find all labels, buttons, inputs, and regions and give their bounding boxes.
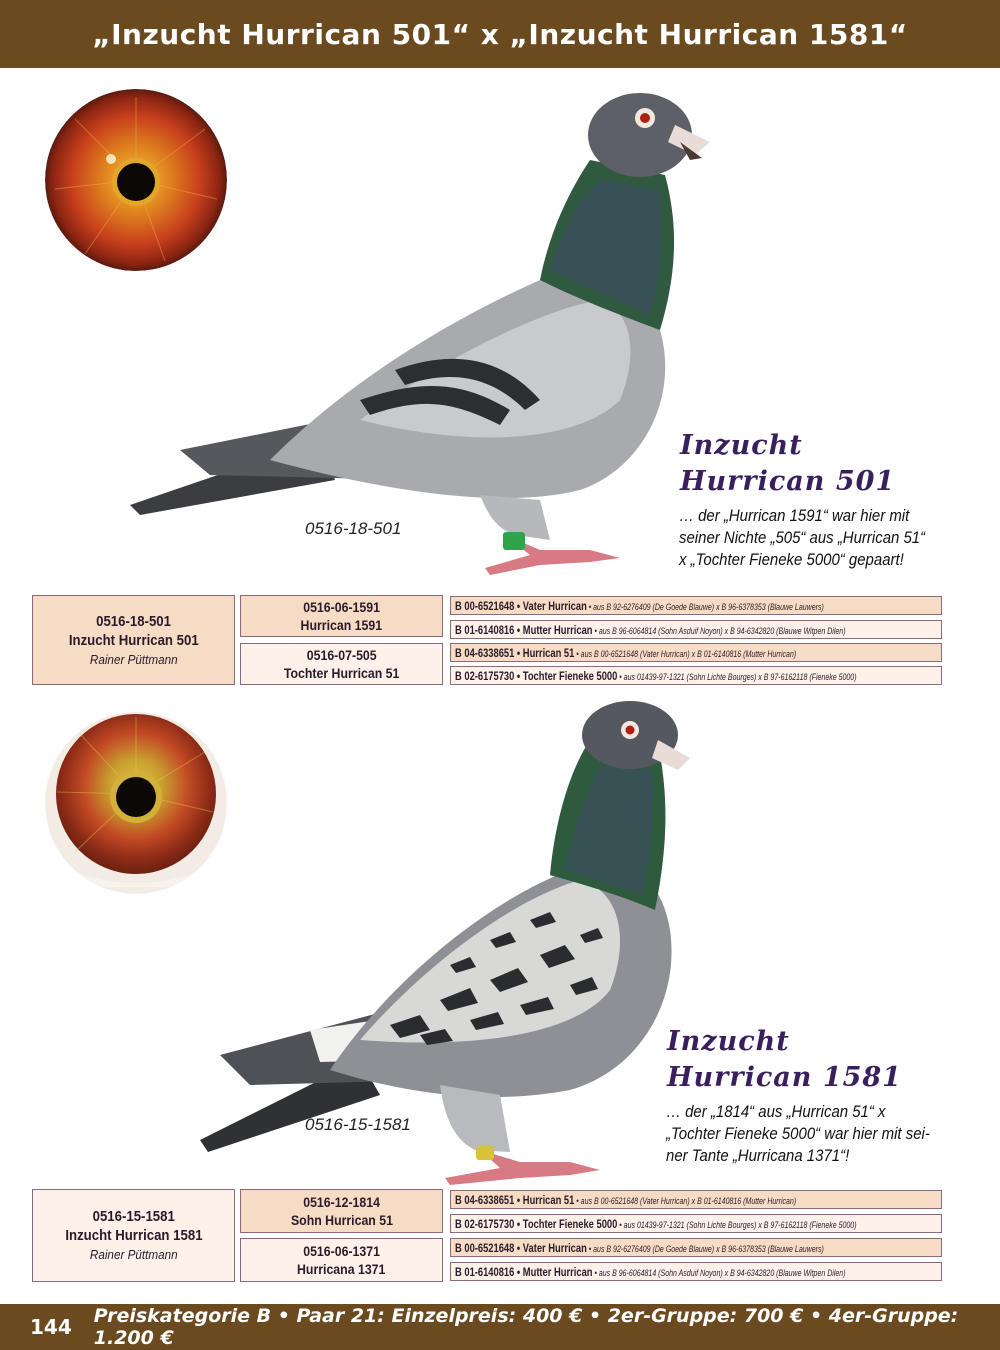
grandparent-detail: • aus 01439-97-1321 (Sohn Lichte Bourges) x B 97-6162118 (Fieneke 5000)	[617, 671, 857, 682]
grandparent-row	[450, 1214, 942, 1233]
grandparent-detail: • aus B 92-6276409 (De Goede Blauwe) x B 96-6378353 (Blauwe Lauwers)	[586, 1243, 824, 1254]
grandparent-main: B 04-6338651 • Hurrican 51	[455, 645, 575, 660]
grandparent-main: B 00-6521648 • Vater Hurrican	[455, 1240, 587, 1255]
grandparent-row	[450, 643, 942, 662]
father-name: Sohn Hurrican 51	[290, 1212, 393, 1228]
bird-description-1	[679, 505, 961, 571]
pedigree-owner: Rainer Püttmann	[89, 651, 178, 667]
bird-description-2	[666, 1101, 948, 1167]
grandparent-detail: • aus B 92-6276409 (De Goede Blauwe) x B 96-6378353 (Blauwe Lauwers)	[586, 601, 824, 612]
description-line: x „Tochter Fieneke 5000“ gepaart!	[679, 550, 904, 569]
page-footer	[0, 1304, 1000, 1350]
description-line: … der „1814“ aus „Hurrican 51“ x	[666, 1102, 886, 1121]
bird-name-line: Hurrican 501	[680, 466, 896, 497]
pedigree-father-cell	[240, 1189, 443, 1233]
father-ring: 0516-06-1591	[303, 599, 380, 615]
grandparent-row	[450, 1262, 942, 1281]
grandparent-main: B 01-6140816 • Mutter Hurrican	[455, 622, 593, 637]
pedigree-table-1	[32, 595, 942, 685]
pedigree-owner: Rainer Püttmann	[89, 1247, 178, 1262]
pedigree-table-2	[32, 1189, 942, 1282]
grandparent-main: B 02-6175730 • Tochter Fieneke 5000	[455, 668, 618, 683]
bird-name-line: Inzucht	[667, 1026, 790, 1057]
grandparent-main: B 04-6338651 • Hurrican 51	[455, 1192, 575, 1207]
pedigree-father-cell	[240, 595, 443, 637]
grandparent-main: B 01-6140816 • Mutter Hurrican	[455, 1264, 593, 1279]
grandparent-detail: • aus B 96-6064814 (Sohn Asduif Noyon) x B 94-6342820 (Blauwe Witpen Dilen)	[592, 625, 846, 636]
mother-ring: 0516-06-1371	[303, 1243, 380, 1259]
page-number: 144	[30, 1315, 72, 1339]
pedigree-mother-cell	[240, 1238, 443, 1282]
bird-name-1	[680, 428, 895, 500]
pedigree-name: Inzucht Hurrican 501	[68, 631, 199, 649]
page-header	[0, 0, 1000, 68]
father-name: Hurrican 1591	[300, 617, 383, 633]
ring-number-caption-1: 0516-18-501	[305, 519, 402, 538]
bird-name-line: Inzucht	[680, 430, 803, 461]
grandparent-detail: • aus B 00-6521648 (Vater Hurrican) x B 01-6140816 (Mutter Hurrican)	[574, 648, 797, 659]
description-line: „Tochter Fieneke 5000“ war hier mit sei-	[666, 1124, 930, 1143]
pedigree-ring: 0516-18-501	[96, 612, 171, 630]
grandparent-detail: • aus B 00-6521648 (Vater Hurrican) x B 01-6140816 (Mutter Hurrican)	[574, 1195, 797, 1206]
pedigree-mother-cell	[240, 643, 443, 685]
description-line: seiner Nichte „505“ aus „Hurrican 51“	[679, 528, 926, 547]
grandparent-row	[450, 666, 942, 685]
mother-name: Hurricana 1371	[297, 1261, 386, 1277]
mother-name: Tochter Hurrican 51	[283, 665, 400, 681]
grandparent-main: B 02-6175730 • Tochter Fieneke 5000	[455, 1216, 618, 1231]
grandparent-detail: • aus B 96-6064814 (Sohn Asduif Noyon) x B 94-6342820 (Blauwe Witpen Dilen)	[592, 1267, 846, 1278]
grandparent-row	[450, 596, 942, 615]
pedigree-name: Inzucht Hurrican 1581	[64, 1227, 203, 1244]
grandparent-row	[450, 1190, 942, 1209]
price-category-line: Preiskategorie B • Paar 21: Einzelpreis: 400 € • 2er-Gruppe: 700 € • 4er-Gruppe: 1.200 €	[93, 1305, 959, 1349]
mother-ring: 0516-07-505	[306, 647, 377, 663]
pedigree-main-cell	[32, 1189, 235, 1282]
pedigree-main-cell	[32, 595, 235, 685]
father-ring: 0516-12-1814	[303, 1194, 380, 1210]
grandparent-detail: • aus 01439-97-1321 (Sohn Lichte Bourges) x B 97-6162118 (Fieneke 5000)	[617, 1219, 857, 1230]
grandparent-main: B 00-6521648 • Vater Hurrican	[455, 598, 587, 613]
grandparent-row	[450, 620, 942, 639]
pigeon-photo-2	[190, 700, 710, 1190]
bird-name-line: Hurrican 1581	[667, 1062, 902, 1093]
description-line: … der „Hurrican 1591“ war hier mit	[679, 506, 910, 525]
ring-number-caption-2: 0516-15-1581	[305, 1115, 411, 1134]
bird-name-2	[667, 1024, 902, 1096]
description-line: ner Tante „Hurricana 1371“!	[666, 1146, 850, 1165]
grandparent-row	[450, 1238, 942, 1257]
pedigree-ring: 0516-15-1581	[92, 1208, 175, 1225]
page-title: „Inzucht Hurrican 501“ x „Inzucht Hurrican 1581“	[92, 17, 908, 51]
pigeon-photo-1	[120, 80, 720, 580]
